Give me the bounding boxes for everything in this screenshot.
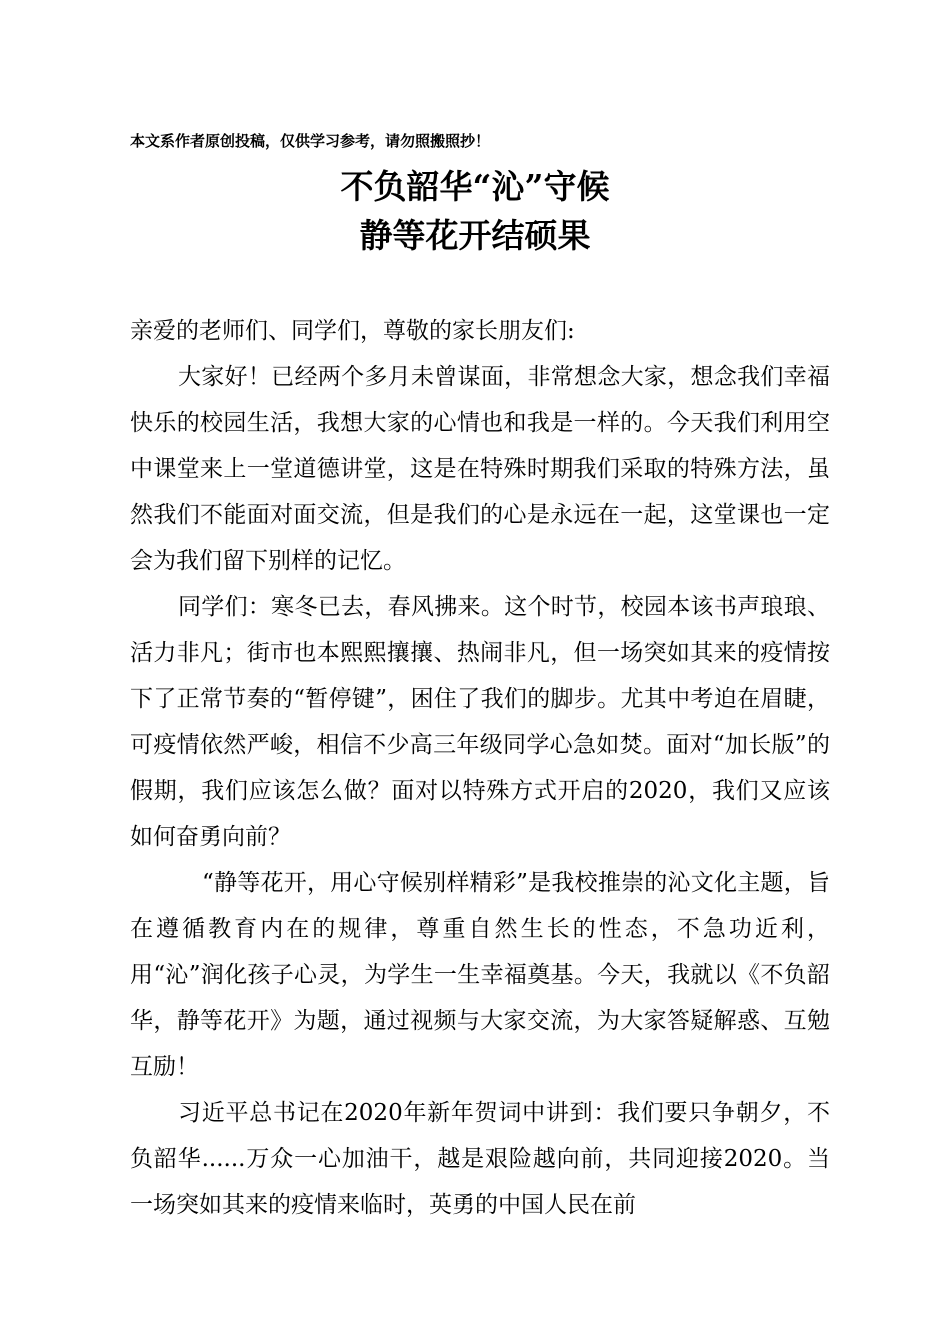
- salutation: 亲爱的老师们、同学们，尊敬的家长朋友们:: [130, 318, 575, 344]
- paragraph-greeting: 大家好！已经两个多月未曾谋面，非常想念大家，想念我们幸福快乐的校园生活，我想大家的心情也和我是一样的。今天我们利用空中课堂来上一堂道德讲堂，这是在特殊时期我们采取的特殊方法，虽然我们不能面对面交流，但是我们的心是永远在一起，这堂课也一定会为我们留下别样的记忆。: [130, 364, 830, 574]
- copyright-notice: 本文系作者原创投稿，仅供学习参考，请勿照搬照抄！: [130, 132, 491, 150]
- document-title-line-1: 不负韶华“沁”守候: [340, 167, 610, 206]
- paragraph-students: 同学们：寒冬已去，春风拂来。这个时节，校园本该书声琅琅、活力非凡；街市也本熙熙攘攘、热闹非凡，但一场突如其来的疫情按下了正常节奏的“暂停键”，困住了我们的脚步。尤其中考迫在眉睫，可疫情依然严峻，相信不少高三年级同学心急如焚。面对“加长版”的假期，我们应该怎么做？面对以特殊方式开启的2020，我们又应该如何奋勇向前？: [130, 594, 830, 850]
- document-title-line-2: 静等花开结硕果: [359, 216, 591, 255]
- paragraph-new-year-address: 习近平总书记在2020年新年贺词中讲到：我们要只争朝夕，不负韶华......万众一心加油干，越是艰险越向前，共同迎接2020。当一场突如其来的疫情来临时，英勇的中国人民在前: [130, 1100, 830, 1218]
- paragraph-culture-theme: “静等花开，用心守候别样精彩”是我校推崇的沁文化主题，旨在遵循教育内在的规律，尊重自然生长的性态，不急功近利，用“沁”润化孩子心灵，为学生一生幸福奠基。今天，我就以《不负韶华，静等花开》为题，通过视频与大家交流，为大家答疑解惑、互勉互励！: [130, 870, 830, 1080]
- document-body: [130, 308, 830, 1228]
